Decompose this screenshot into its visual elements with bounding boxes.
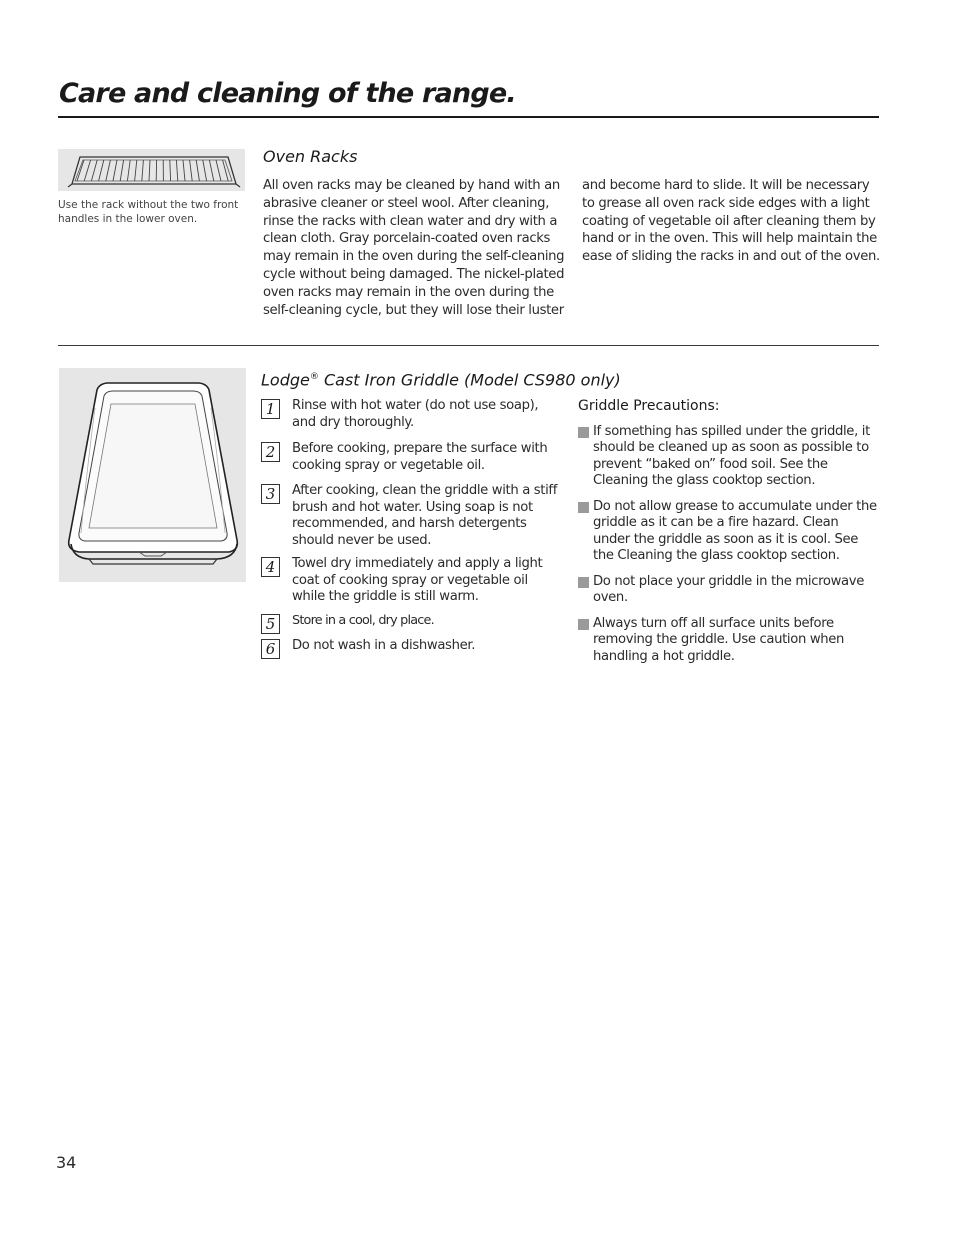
precaution-text: Do not place your griddle in the microwave oven. — [593, 574, 864, 606]
step-item — [261, 638, 561, 663]
step-text: Before cooking, prepare the surface with cooking spray or vegetable oil. — [292, 441, 548, 473]
section-divider — [58, 345, 879, 346]
text-line: oven racks may remain in the oven during the — [263, 284, 554, 300]
square-bullet-icon — [578, 427, 589, 438]
text-line: may remain in the oven during the self-cleaning — [263, 249, 565, 265]
step-item — [261, 398, 561, 441]
text-line: ease of sliding the racks in and out of the oven. — [582, 249, 880, 265]
step-item — [261, 483, 561, 556]
griddle-heading — [261, 367, 621, 390]
square-bullet-icon — [578, 502, 589, 513]
text-line: self-cleaning cycle, but they will lose their luster — [263, 302, 564, 318]
text-line: hand or in the oven. This will help maintain the — [582, 231, 877, 247]
precaution-text: If something has spilled under the griddle, it should be cleaned up as soon as possible to prevent “baked on” food soil. See the Cleaning the glass cooktop section. — [593, 424, 870, 488]
griddle-heading-rest: Cast Iron Griddle (Model CS980 only) — [318, 370, 621, 390]
griddle-heading-brand: Lodge — [261, 370, 310, 390]
text-line: abrasive cleaner or steel wool. After cleaning, — [263, 195, 550, 211]
oven-rack-illustration — [58, 149, 245, 191]
step-number: 2 — [261, 442, 280, 462]
precautions-list — [578, 424, 878, 668]
oven-racks-text-col1 — [263, 177, 568, 319]
text-line: and become hard to slide. It will be necessary — [582, 178, 870, 193]
step-text: Rinse with hot water (do not use soap), and dry thoroughly. — [292, 398, 539, 430]
step-number: 5 — [261, 614, 280, 634]
text-line: clean cloth. Gray porcelain-coated oven racks — [263, 231, 551, 247]
registered-mark: ® — [309, 372, 319, 382]
step-number: 3 — [261, 484, 280, 504]
step-item — [261, 556, 561, 613]
precautions-heading: Griddle Precautions: — [578, 398, 720, 414]
precaution-item — [578, 616, 878, 668]
text-line: cycle without being damaged. The nickel-plated — [263, 266, 565, 282]
step-item — [261, 441, 561, 483]
square-bullet-icon — [578, 577, 589, 588]
square-bullet-icon — [578, 619, 589, 630]
step-text: Towel dry immediately and apply a light coat of cooking spray or vegetable oil while the griddle is still warm. — [292, 556, 543, 604]
text-line: to grease all oven rack side edges with a light — [582, 195, 870, 211]
page-number: 34 — [56, 1153, 77, 1172]
step-number: 6 — [261, 639, 280, 659]
oven-racks-heading: Oven Racks — [263, 147, 358, 166]
precaution-text: Always turn off all surface units before removing the griddle. Use caution when handling a hot griddle. — [593, 616, 845, 664]
text-line: rinse the racks with clean water and dry with a — [263, 213, 558, 229]
step-text: After cooking, clean the griddle with a stiff brush and hot water. Using soap is not recommended, and harsh detergents should never be used. — [292, 483, 558, 548]
page-title: Care and cleaning of the range. — [59, 78, 516, 109]
step-text: Store in a cool, dry place. — [292, 613, 434, 628]
title-rule — [58, 116, 879, 118]
precaution-text: Do not allow grease to accumulate under the griddle as it can be a fire hazard. Clean under the griddle as soon as it is cool. See the Cleaning the glass cooktop section. — [593, 499, 877, 563]
oven-rack-caption: Use the rack without the two front handles in the lower oven. — [58, 199, 239, 225]
text-line: coating of vegetable oil after cleaning them by — [582, 213, 876, 229]
step-number: 4 — [261, 557, 280, 577]
text-line: All oven racks may be cleaned by hand with an — [263, 178, 560, 193]
step-number: 1 — [261, 399, 280, 419]
step-text: Do not wash in a dishwasher. — [292, 638, 476, 653]
precaution-item — [578, 499, 878, 574]
griddle-steps — [261, 398, 561, 663]
oven-racks-text-col2 — [582, 177, 882, 266]
precaution-item — [578, 574, 878, 616]
precaution-item — [578, 424, 878, 499]
step-item — [261, 613, 561, 638]
griddle-illustration — [59, 368, 246, 582]
